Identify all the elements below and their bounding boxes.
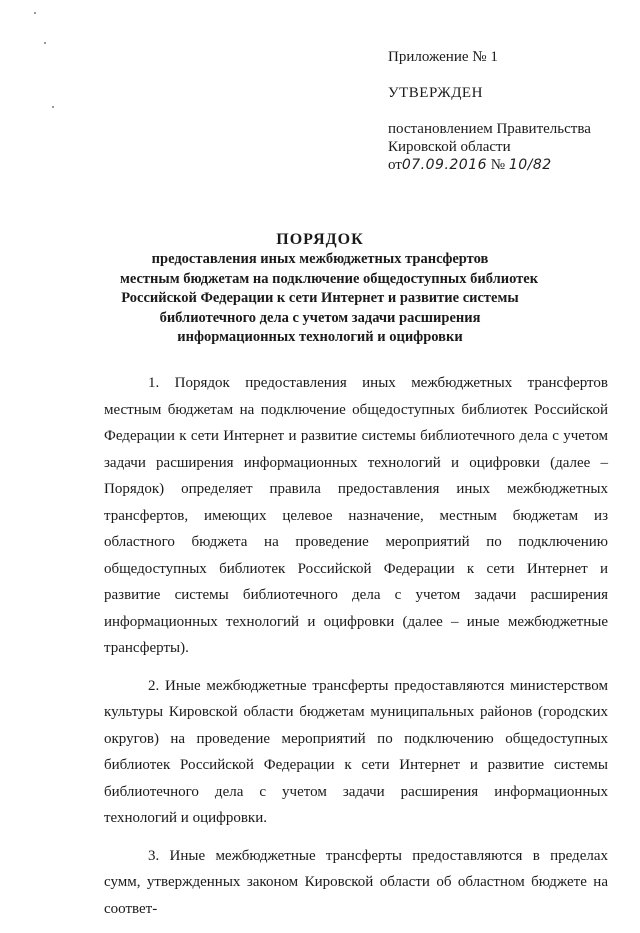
decree-number-sign: №: [490, 157, 506, 173]
paragraph-1: 1. Порядок предоставления иных межбюджетных трансфертов местным бюджетам на подключение общедоступных библиотек Российской Федерации к сети Интернет и развитие системы библиотечного дела с учетом задачи расширения информационных технологий и оцифровки (далее – Порядок) определяет правила предоставления иных межбюджетных трансфертов, имеющих целевое назначение, местным бюджетам из областного бюджета на проведение мероприятий по подключению общедоступных библиотек Российской Федерации к сети Интернет и развитие системы библиотечного дела с учетом задачи расширения информационных технологий и оцифровки (далее – иные межбюджетные трансферты).: [104, 375, 608, 656]
subtitle-line: предоставления иных межбюджетных трансфертов: [151, 251, 489, 267]
paragraph-2: 2. Иные межбюджетные трансферты предоставляются министерством культуры Кировской области бюджетам муниципальных районов (городских округов) на проведение мероприятий по подключению общедоступных библиотек Российской Федерации к сети Интернет и развитие системы библиотечного дела с учетом задачи расширения информационных технологий и оцифровки.: [104, 677, 608, 826]
decree-number-handwritten: 10/82: [508, 157, 552, 173]
decree-line-2: Кировской области: [388, 139, 511, 155]
scan-speck: [34, 12, 36, 14]
decree-date-handwritten: 07.09.2016: [401, 157, 488, 173]
paragraph-3: 3. Иные межбюджетные трансферты предоставляются в пределах сумм, утвержденных законом Кировской области об областном бюджете на соответ-: [104, 847, 608, 917]
appendix-label: Приложение № 1: [388, 49, 498, 65]
document-title: ПОРЯДОК: [276, 231, 364, 248]
subtitle-line: информационных технологий и оцифровки: [177, 329, 463, 345]
approved-stamp-text: УТВЕРЖДЕН: [388, 85, 483, 101]
decree-reference: [388, 120, 628, 174]
decree-prefix: от: [388, 157, 402, 173]
subtitle-line: Российской Федерации к сети Интернет и развитие системы: [121, 290, 519, 306]
subtitle-line: библиотечного дела с учетом задачи расширения: [159, 309, 481, 326]
document-body: [104, 370, 608, 933]
document-subtitle: [120, 250, 539, 348]
scan-speck: [44, 42, 46, 44]
decree-date-line: [388, 156, 628, 174]
scan-speck: [52, 106, 54, 108]
subtitle-line: местным бюджетам на подключение общедоступных библиотек: [120, 270, 539, 287]
decree-line-1: постановлением Правительства: [388, 121, 591, 137]
